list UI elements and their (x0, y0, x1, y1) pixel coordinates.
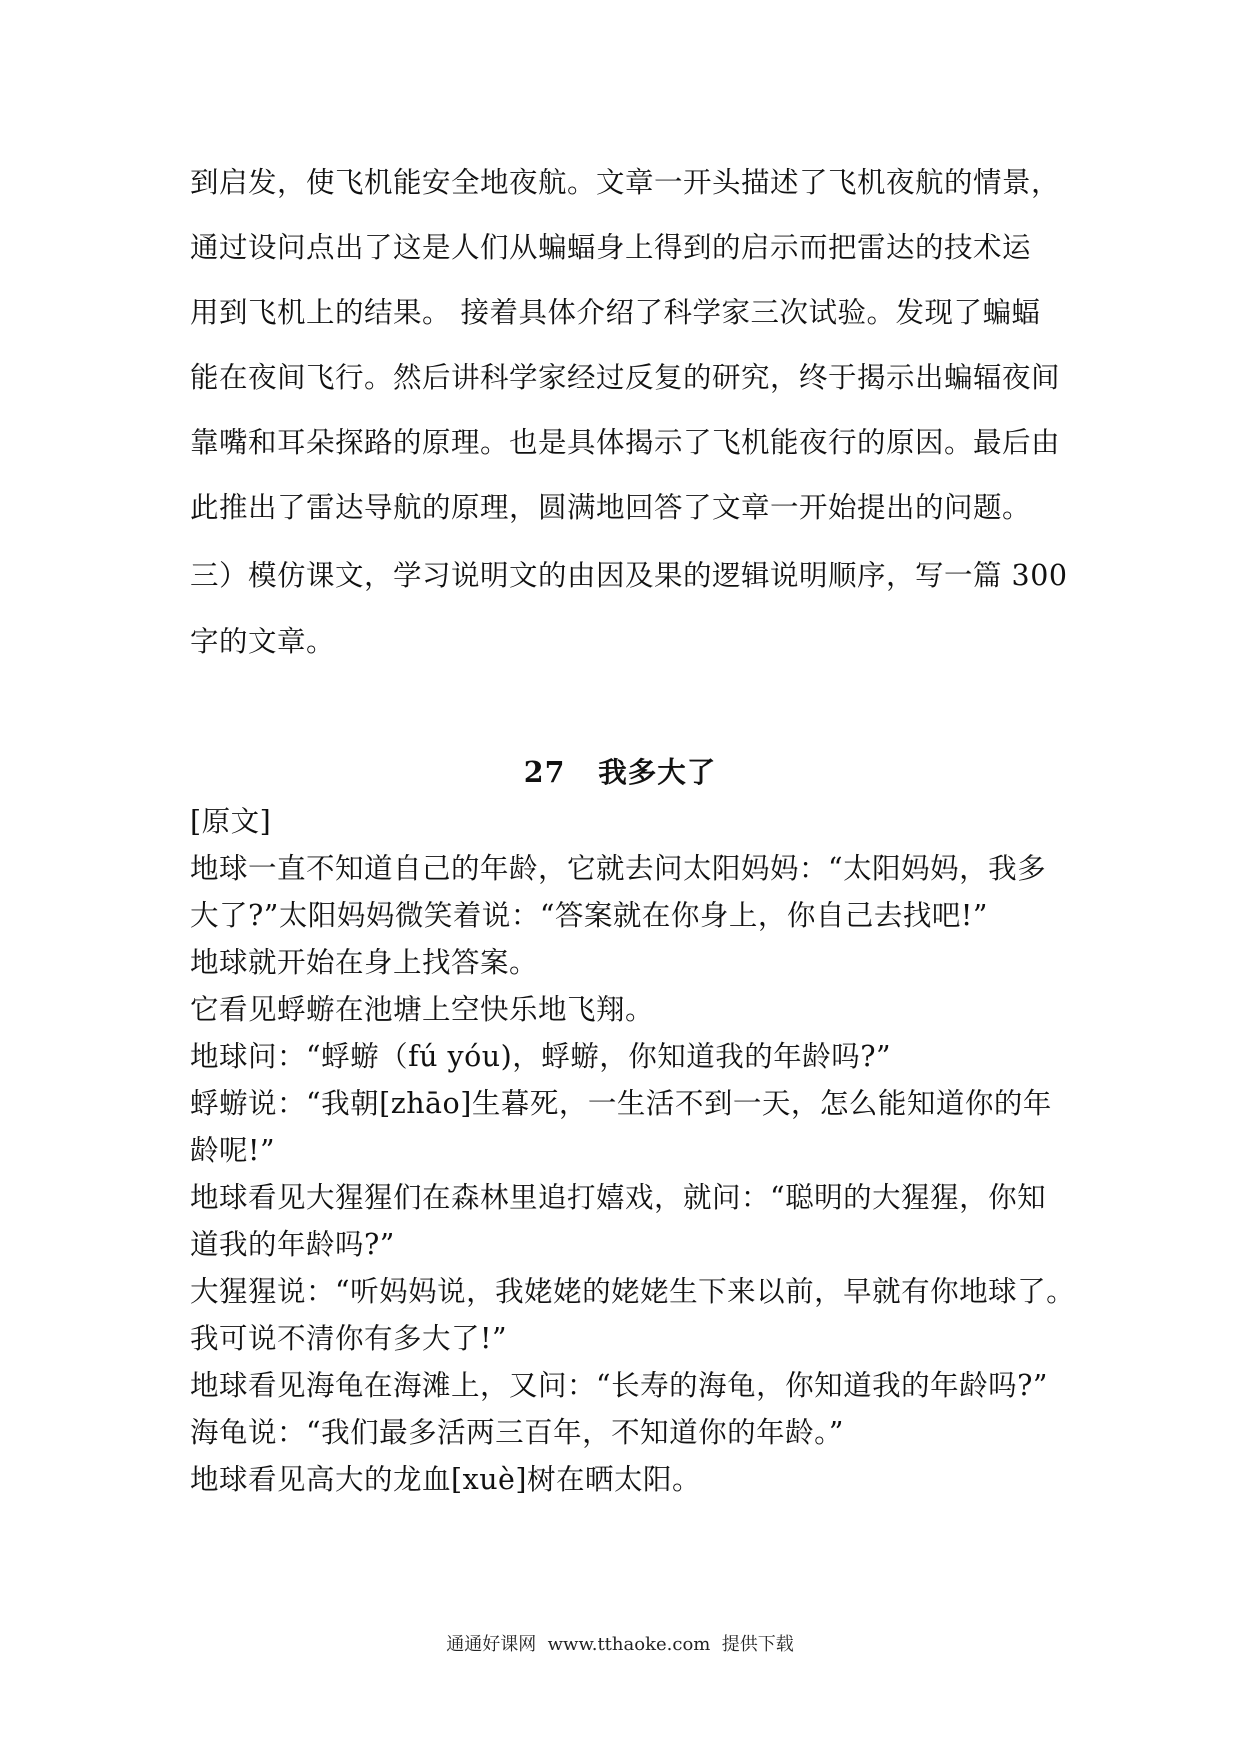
text-line: 地球就开始在身上找答案。 (190, 946, 539, 979)
text-line: 字的文章。 (190, 625, 336, 658)
text-line: 用到飞机上的结果。 接着具体介绍了科学家三次试验。发现了蝙蝠 (190, 296, 1041, 329)
text-line: [原文] (190, 805, 272, 838)
text-line: 地球一直不知道自己的年龄，它就去问太阳妈妈：“太阳妈妈，我多 (190, 852, 1047, 885)
text-line: 能在夜间飞行。然后讲科学家经过反复的研究，终于揭示出蝙辐夜间 (190, 361, 1061, 394)
text-line: 大猩猩说：“听妈妈说，我姥姥的姥姥生下来以前，早就有你地球了。 (190, 1275, 1076, 1308)
text-line: 我可说不清你有多大了!” (190, 1322, 508, 1355)
text-line: 三）模仿课文，学习说明文的由因及果的逻辑说明顺序，写一篇 300 (190, 559, 1068, 592)
exercise-task (190, 543, 1068, 675)
story-text (190, 798, 1076, 1503)
text-line: 地球看见海龟在海滩上，又问：“长寿的海龟，你知道我的年龄吗?” (190, 1369, 1048, 1402)
text-line: 龄呢!” (190, 1134, 276, 1167)
lesson-title: 27 我多大了 (523, 755, 717, 789)
text-line: 它看见蜉蝣在池塘上空快乐地飞翔。 (190, 993, 655, 1026)
text-line: 大了?”太阳妈妈微笑着说：“答案就在你身上，你自己去找吧!” (190, 899, 988, 932)
text-line: 地球看见大猩猩们在森林里追打嬉戏，就问：“聪明的大猩猩，你知 (190, 1181, 1047, 1214)
text-line: 蜉蝣说：“我朝[zhāo]生暮死，一生活不到一天，怎么能知道你的年 (190, 1087, 1052, 1120)
text-line: 靠嘴和耳朵探路的原理。也是具体揭示了飞机能夜行的原因。最后由 (190, 426, 1061, 459)
text-line: 道我的年龄吗?” (190, 1228, 395, 1261)
text-line: 到启发，使飞机能安全地夜航。文章一开头描述了飞机夜航的情景， (190, 166, 1061, 199)
text-line: 地球问：“蜉蝣（fú yóu)，蜉蝣，你知道我的年龄吗?” (190, 1040, 892, 1073)
text-line: 海龟说：“我们最多活两三百年，不知道你的年龄。” (190, 1416, 844, 1449)
text-line: 通过设问点出了这是人们从蝙蝠身上得到的启示而把雷达的技术运 (190, 231, 1032, 264)
intro-paragraph (190, 150, 1060, 540)
page-footer: 通通好课网 www.tthaoke.com 提供下载 (446, 1634, 794, 1655)
text-line: 地球看见高大的龙血[xuè]树在晒太阳。 (190, 1463, 702, 1496)
text-line: 此推出了雷达导航的原理，圆满地回答了文章一开始提出的问题。 (190, 491, 1032, 524)
